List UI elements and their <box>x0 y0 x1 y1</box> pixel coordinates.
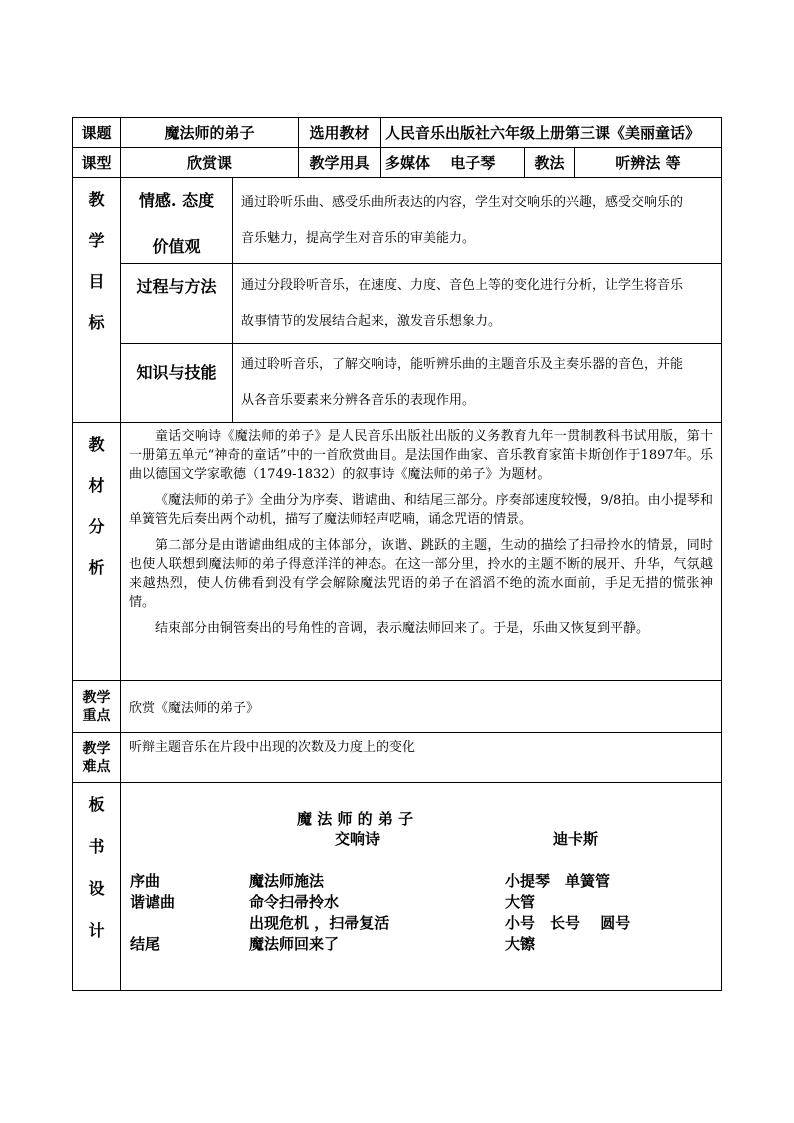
goal-text-line: 通过聆听音乐，了解交响诗，能听辨乐曲的主题音乐及主奏乐器的音色，并能 <box>241 357 684 372</box>
board-section: 谐谑曲 <box>130 892 176 911</box>
textbook-label: 选用教材 <box>299 118 381 148</box>
goal-title-attitude <box>121 178 233 264</box>
tools-label: 教学用具 <box>299 148 381 178</box>
difficulty-label <box>73 733 121 783</box>
analysis-paragraph: 第二部分是由谐谑曲组成的主体部分，诙谐、跳跃的主题，生动的描绘了扫帚拎水的情景，同时也使人联想到魔法师的弟子得意洋洋的神态。在这一部分里，拎水的主题不断的展开、升华，气氛越来越热烈，使人仿佛看到没有学会解除魔法咒语的弟子在滔滔不绝的流水面前，手足无措的慌张神情。 <box>129 538 714 610</box>
type-value: 欣赏课 <box>121 148 299 178</box>
method-label: 教法 <box>525 148 575 178</box>
difficulty-text: 听辩主题音乐在片段中出现的次数及力度上的变化 <box>121 733 722 783</box>
key-point-text: 欣赏《魔法师的弟子》 <box>121 681 722 733</box>
board-label-char: 板 <box>88 795 105 814</box>
goal-title-process <box>121 264 233 344</box>
analysis-text <box>121 423 722 681</box>
key-point-label <box>73 681 121 733</box>
key-point-label-line: 重点 <box>82 707 111 724</box>
key-point-label-line: 教学 <box>82 689 111 706</box>
goal-text-line: 通过分段聆听音乐，在速度、力度、音色上等的变化进行分析，让学生将音乐 <box>241 277 684 293</box>
board-instrument: 大镲 <box>505 934 536 953</box>
goal-title-line: 价值观 <box>152 237 201 256</box>
difficulty-label-line: 教学 <box>82 740 111 757</box>
key-point-row <box>73 681 722 733</box>
difficulty-label-line: 难点 <box>82 758 111 775</box>
goal-text-process <box>233 264 722 344</box>
goal-row-attitude <box>73 178 722 264</box>
lesson-plan-table <box>72 117 722 991</box>
board-composer: 迪卡斯 <box>553 829 599 848</box>
board-scene: 出现危机 ，扫帚复活 <box>249 913 390 932</box>
analysis-paragraph: 《魔法师的弟子》全曲分为序奏、谐谑曲、和结尾三部分。序奏部速度较慢，9/8拍。由小提琴和单簧管先后奏出两个动机，描写了魔法师轻声呓喃，诵念咒语的情景。 <box>129 493 714 527</box>
goal-title-line: 过程与方法 <box>136 277 217 296</box>
type-label: 课型 <box>73 148 121 178</box>
board-scene: 命令扫帚拎水 <box>249 892 340 911</box>
board-section: 序曲 <box>130 871 161 890</box>
analysis-label-char: 材 <box>88 476 105 495</box>
analysis-paragraph: 童话交响诗《魔法师的弟子》是人民音乐出版社出版的义务教育九年一贯制教科书试用版，第十一册第五单元“神奇的童话”中的一首欣赏曲目。是法国作曲家、音乐教育家笛卡斯创作于1897年。乐曲以德国文学家歌德（1749-1832）的叙事诗《魔法师的弟子》为题材。 <box>129 429 714 482</box>
board-section: 结尾 <box>130 934 161 953</box>
topic-value: 魔法师的弟子 <box>121 118 299 148</box>
board-design-row <box>73 783 722 991</box>
difficulty-row <box>73 733 722 783</box>
analysis-paragraph: 结束部分由铜管奏出的号角性的音调，表示魔法师回来了。于是，乐曲又恢复到平静。 <box>155 621 650 636</box>
material-analysis-label <box>73 423 121 681</box>
method-value: 听辨法 等 <box>575 148 722 178</box>
board-canvas <box>121 784 721 990</box>
analysis-row <box>73 423 722 681</box>
goal-title-line: 情感. 态度 <box>138 191 215 210</box>
goals-label-char: 学 <box>88 231 105 250</box>
analysis-label-char: 析 <box>88 558 105 577</box>
goal-row-knowledge <box>73 344 722 423</box>
board-design-label <box>73 783 121 991</box>
board-instrument: 大管 <box>505 892 536 911</box>
board-scene: 魔法师回来了 <box>249 934 340 953</box>
board-label-char: 设 <box>88 879 105 898</box>
analysis-label-char: 教 <box>88 435 105 454</box>
goal-text-line: 从各音乐要素来分辨各音乐的表现作用。 <box>241 393 476 408</box>
board-scene: 魔法师施法 <box>249 871 325 890</box>
goal-title-knowledge <box>121 344 233 423</box>
board-genre: 交响诗 <box>335 829 381 848</box>
analysis-label-char: 分 <box>88 517 105 536</box>
goal-text-knowledge <box>233 344 722 423</box>
board-design-content <box>121 783 722 991</box>
board-instrument: 小号 长号 圆号 <box>505 913 631 932</box>
board-label-char: 计 <box>88 921 105 940</box>
goal-text-attitude <box>233 178 722 264</box>
goals-label-char: 目 <box>88 272 105 291</box>
topic-row <box>73 118 722 148</box>
teaching-goals-label <box>73 178 121 423</box>
goal-text-line: 故事情节的发展结合起来，激发音乐想象力。 <box>241 313 502 329</box>
goals-label-char: 教 <box>88 190 105 209</box>
type-row <box>73 148 722 178</box>
board-title: 魔 法 师 的 弟 子 <box>297 809 414 828</box>
tools-value: 多媒体 电子琴 <box>381 148 525 178</box>
board-label-char: 书 <box>88 837 105 856</box>
textbook-value: 人民音乐出版社六年级上册第三课《美丽童话》 <box>381 118 722 148</box>
goals-label-char: 标 <box>88 313 105 332</box>
board-instrument: 小提琴 单簧管 <box>505 871 611 890</box>
goal-text-line: 通过聆听乐曲、感受乐曲所表达的内容，学生对交响乐的兴趣，感受交响乐的 <box>241 194 684 210</box>
goal-title-line: 知识与技能 <box>136 363 217 382</box>
topic-label: 课题 <box>73 118 121 148</box>
goal-row-process <box>73 264 722 344</box>
goal-text-line: 音乐魅力，提高学生对音乐的审美能力。 <box>241 230 476 246</box>
